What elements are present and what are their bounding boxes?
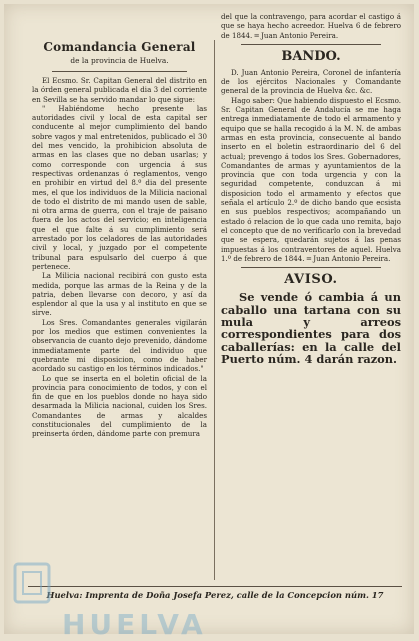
section-rule bbox=[241, 267, 381, 268]
watermark-text: HUELVA bbox=[62, 608, 207, 641]
document-page bbox=[4, 4, 414, 634]
section-rule bbox=[52, 71, 187, 72]
bando-title: BANDO. bbox=[281, 48, 341, 64]
paragraph: Los Sres. Comandantes generales vigilarán por los medios que estimen convenientes la observancia de cuanto dejo prevenido, dándome inmediatamente parte del individuo que quebrante mi disposicion, como de haber acordado su castigo en los términos indicados." bbox=[32, 317, 207, 374]
aviso-text: Se vende ó cambia á un caballo una tartana con su mula y arreos correspondientes para dos caballerías: en la calle del Puerto núm. 4 darán razon. bbox=[221, 290, 401, 367]
left-column bbox=[32, 12, 207, 439]
continuation-text: del que la contravengo, para acordar el castigo á que se haya hecho acreedor. Huelva 6 de febrero de 1844. ═ Juan Antonio Pereira. bbox=[221, 12, 401, 40]
aviso-title: AVISO. bbox=[284, 272, 338, 288]
column-divider bbox=[214, 40, 215, 580]
archive-logo-icon bbox=[9, 560, 55, 606]
right-column bbox=[221, 12, 401, 366]
section-subtitle: de la provincia de Huelva. bbox=[70, 56, 169, 65]
section-rule bbox=[241, 44, 381, 45]
paragraph: Lo que se inserta en el boletin oficial de la provincia para conocimiento de todos, y con el fin de que en los pueblos donde no haya sido desarmada la Milicia nacional, cuiden los Sres. Comandantes de armas y alcaldes constitucionales del cumplimiento de la preinserta órden, dándome parte con premura bbox=[32, 373, 207, 439]
section-title: Comandancia General bbox=[43, 40, 196, 54]
imprint-footer: Huelva: Imprenta de Doña Josefa Perez, calle de la Concepcion núm. 17 bbox=[28, 586, 402, 600]
paragraph: D. Juan Antonio Pereira, Coronel de infantería de los ejércitos Nacionales y Comandante general de la provincia de Huelva &c. &c. bbox=[221, 67, 401, 96]
paragraph: El Ecsmo. Sr. Capitan General del distrito en la órden general publicada el dia 3 del corriente en Sevilla se ha servido mandar lo que sigue: bbox=[32, 76, 207, 104]
paragraph: " Habiéndome hecho presente las autoridades civil y local de esta capital ser conducente al mejor cumplimiento del bando sobre vagos y mal entretenidos, publicado el 30 del mes vencido, la prohibicion absoluta de armas en las clases que no deban usarlas; y como corresponde con urgencia á sus respectivas ordenanzas ó reglamentos, vengo en prohibir en virtud del 8.º dia del presente mes, el que los individuos de la Milicia nacional de todo el distrito de mi mando usen de sable, ni otra arma de guerra, con el traje de paisano fuera de los actos del servicio; en inteligencia que el que falte á su cumplimiento será arrestado por los celadores de las autoridades civil y local, y juzgado por el competente tribunal para espulsarlo del cuerpo á que pertenece. bbox=[32, 103, 207, 271]
paragraph: La Milicia nacional recibirá con gusto esta medida, porque las armas de la Reina y de la patria, deben llevarse con decoro, y así da esplendor al que la usa y al instituto en que se sirve. bbox=[32, 271, 207, 318]
paragraph: Hago saber: Que habiendo dispuesto el Ecsmo. Sr. Capitan General de Andalucía se me haga entrega inmediatamente de todo el armamento y equipo que se halla recogido á la M. N. de ambas armas en esta provincia, consecuente al bando inserto en el boletin estraordinario del 6 del actual; prevengo á todos los Sres. Gobernadores, Comandantes de armas y ayuntamientos de la provincia que con toda urgencia y con la seguridad competente, conduzcan á mi disposicion todo el armamento y efectos que señala el artículo 2.º de dicho bando que ecsista en sus pueblos respectivos; acompañando un estado ó relacion de lo que cada uno remita, bajo el concepto que de no verificarlo con la brevedad que se espera, quedarán sujetos á las penas impuestas á los contraventores de aquel. Huelva 1.º de febrero de 1844. ═ Juan Antonio Pereira. bbox=[221, 95, 401, 263]
